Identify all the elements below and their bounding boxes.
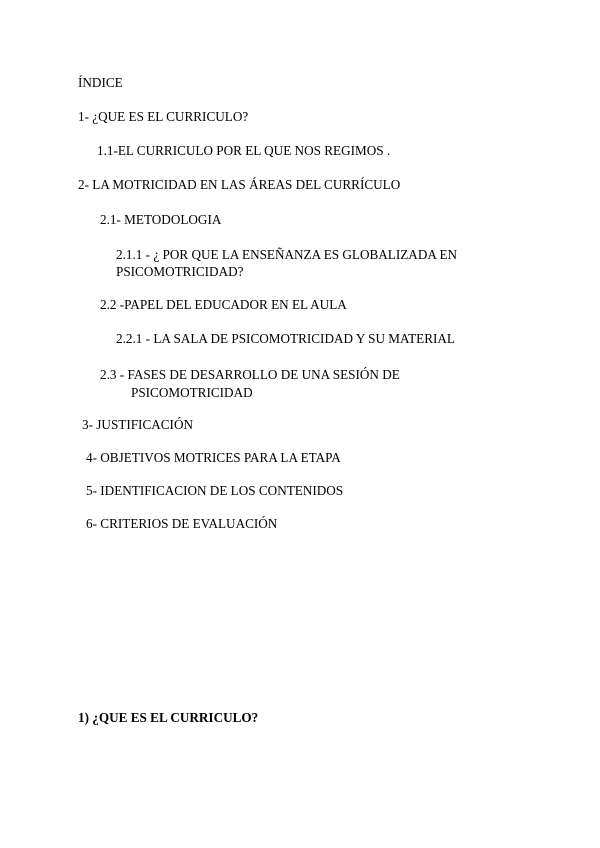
section-1-heading: 1) ¿QUE ES EL CURRICULO? xyxy=(78,710,259,725)
index-item-2: 2- LA MOTRICIDAD EN LAS ÁREAS DEL CURRÍCULO xyxy=(78,177,401,192)
index-item-2-1-1-continued: PSICOMOTRICIDAD? xyxy=(116,264,244,279)
index-item-1: 1- ¿QUE ES EL CURRICULO? xyxy=(78,109,249,124)
index-item-3: 3- JUSTIFICACIÓN xyxy=(82,417,193,432)
index-item-2-2: 2.2 -PAPEL DEL EDUCADOR EN EL AULA xyxy=(100,297,347,312)
index-item-4: 4- OBJETIVOS MOTRICES PARA LA ETAPA xyxy=(86,450,341,465)
index-item-6: 6- CRITERIOS DE EVALUACIÓN xyxy=(86,516,278,531)
index-item-2-1-1: 2.1.1 - ¿ POR QUE LA ENSEÑANZA ES GLOBALIZADA EN xyxy=(116,247,458,262)
index-item-2-3: 2.3 - FASES DE DESARROLLO DE UNA SESIÓN DE xyxy=(100,367,400,382)
index-item-2-2-1: 2.2.1 - LA SALA DE PSICOMOTRICIDAD Y SU MATERIAL xyxy=(116,331,455,346)
index-item-2-1: 2.1- METODOLOGIA xyxy=(100,212,222,227)
index-title: ÍNDICE xyxy=(78,75,123,90)
index-item-5: 5- IDENTIFICACION DE LOS CONTENIDOS xyxy=(86,483,344,498)
index-item-2-3-continued: PSICOMOTRICIDAD xyxy=(131,385,253,400)
index-item-1-1: 1.1-EL CURRICULO POR EL QUE NOS REGIMOS . xyxy=(97,143,391,158)
